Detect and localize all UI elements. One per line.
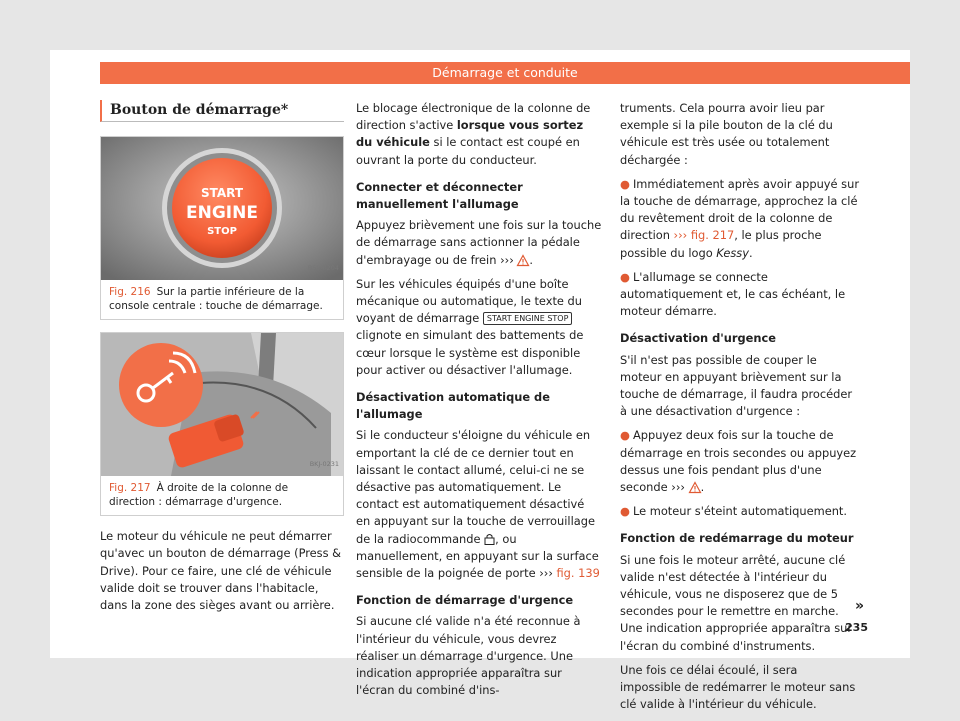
- bullet-item: ● Immédiatement après avoir appuyé sur la touche de démarrage, approchez la clé du revêtement droit de la colonne de direction ››› fig. 217, le plus proche possible du logo Kessy.: [620, 176, 860, 260]
- steering-lock-paragraph: [356, 100, 602, 169]
- start-engine-stop-keycap: START ENGINE STOP: [483, 312, 573, 325]
- column-2: [356, 100, 602, 707]
- bullet-item: [620, 503, 860, 520]
- text-run: Appuyez brièvement une fois sur la touche de démarrage sans actionner la pédale d'embrayage ou de frein: [356, 218, 602, 267]
- column-1: [100, 100, 344, 621]
- manual-page: [50, 50, 910, 712]
- figure-label: Fig. 217: [109, 482, 151, 495]
- manual-ignition-paragraph: Appuyez brièvement une fois sur la touche de démarrage sans actionner la pédale d'embrayage ou de frein ››› .: [356, 218, 602, 267]
- reference-arrow: ›››: [500, 252, 514, 267]
- button-text-stop: STOP: [207, 226, 237, 238]
- padlock-icon: [484, 533, 495, 545]
- start-button-image: [101, 137, 343, 280]
- text-run: Le moteur s'éteint automatiquement.: [632, 504, 848, 519]
- kessy-logo-text: Kessy: [716, 245, 749, 260]
- bullet-item: [620, 269, 860, 321]
- bullet-icon: ●: [620, 176, 630, 191]
- chapter-header: Démarrage et conduite: [100, 62, 910, 84]
- figure-caption-text: Sur la partie inférieure de la console centrale : touche de démarrage.: [109, 286, 323, 313]
- text-run: Appuyez deux fois sur la touche de démarrage en trois secondes ou appuyez dessus une fois pendant plus d'une seconde: [620, 428, 857, 495]
- continued-mark: »: [854, 598, 864, 614]
- battery-paragraph: truments. Cela pourra avoir lieu par exemple si la pile bouton de la clé du véhicule est très usée ou totalement déchargée :: [620, 101, 833, 167]
- text-run-bold: lorsque vous sortez du véhicule: [356, 118, 584, 150]
- fig-217-link[interactable]: fig. 217: [690, 228, 735, 243]
- figure-216: [100, 136, 344, 320]
- bullet-icon: ●: [620, 269, 630, 284]
- figure-caption-text: À droite de la colonne de direction : démarrage d'urgence.: [109, 482, 289, 509]
- figure-code: BKJ-0231: [309, 460, 339, 468]
- start-engine-button-icon: [101, 137, 343, 280]
- emergency-stop-paragraph: S'il n'est pas possible de couper le moteur en appuyant brièvement sur la touche de démarrage, il faudra procéder à une désactivation d'urgence :: [620, 352, 853, 419]
- text-run: Immédiatement après avoir appuyé sur la touche de démarrage, approchez la clé du revêtement droit de la colonne de direction: [620, 176, 860, 243]
- text-run: clignote en simulant des battements de cœur lorsque le système est disponible pour activer ou désactiver l'allumage.: [356, 328, 584, 377]
- text-run: , ou manuellement, en appuyant sur la surface sensible de la poignée de porte: [356, 531, 599, 581]
- figure-217: [100, 332, 344, 516]
- start-light-paragraph: [356, 276, 602, 379]
- page-number: 235: [845, 621, 868, 634]
- steering-column-key-icon: [101, 333, 343, 476]
- warning-triangle-icon[interactable]: [517, 255, 529, 266]
- text-run: Sur les véhicules équipés d'une boîte mécanique ou automatique, le texte du voyant de démarrage: [356, 276, 583, 326]
- warning-triangle-icon[interactable]: [689, 482, 701, 493]
- button-text-start: START: [200, 186, 244, 201]
- intro-paragraph: Le moteur du véhicule ne peut démarrer qu'avec un bouton de démarrage (Press & Drive). Pour ce faire, une clé de véhicule valide doit se trouver dans l'habitacle, dans la zone des sièges avant ou arrière.: [100, 529, 342, 613]
- button-text-engine: ENGINE: [186, 203, 258, 224]
- emergency-start-image: [101, 333, 343, 476]
- subheading-restart: Fonction de redémarrage du moteur: [620, 531, 854, 546]
- text-run: si le contact est coupé en ouvrant la porte du conducteur.: [356, 135, 580, 167]
- bullet-icon: ●: [620, 504, 630, 519]
- restart-timeout-paragraph: Une fois ce délai écoulé, il sera impossible de redémarrer le moteur sans clé valide à l'intérieur du véhicule.: [620, 662, 856, 712]
- figure-caption: [101, 280, 343, 319]
- column-3: [620, 100, 860, 721]
- reference-arrow: ›››: [673, 228, 688, 243]
- bullet-item: ● Appuyez deux fois sur la touche de démarrage en trois secondes ou appuyez dessus une fois pendant plus d'une seconde ››› .: [620, 428, 857, 495]
- figure-code: B5F-0204: [307, 264, 339, 272]
- section-title: Bouton de démarrage*: [100, 100, 344, 122]
- reference-arrow: ›››: [539, 566, 553, 581]
- figure-label: Fig. 216: [109, 286, 151, 299]
- emergency-start-paragraph: Si aucune clé valide n'a été reconnue à l'intérieur du véhicule, vous devrez réaliser un démarrage d'urgence. Une indication appropriée apparaîtra sur l'écran du combiné d'ins-: [356, 614, 581, 698]
- text-run: , le plus proche possible du logo: [620, 228, 822, 260]
- subheading-emergency-stop: Désactivation d'urgence: [620, 331, 776, 346]
- restart-paragraph: Si une fois le moteur arrêté, aucune clé valide n'est détectée à l'intérieur du véhicule, vous ne disposerez que de 5 secondes pour le remettre en marche. Une indication appropriée apparaîtra sur l'écran du combiné d'instruments.: [620, 552, 853, 653]
- subheading-manual-ignition: Connecter et déconnecter manuellement l'allumage: [356, 179, 523, 212]
- figure-caption: [101, 476, 343, 515]
- bullet-icon: ●: [620, 428, 630, 443]
- reference-arrow: ›››: [671, 480, 685, 495]
- text-run: Si le conducteur s'éloigne du véhicule en emportant la clé de ce dernier tout en laissant le contact allumé, celui-ci ne se désactive pas automatiquement. Le contact est automatiquement désactivé en appuyant sur la touche de verrouillage de la radiocommande: [356, 428, 595, 546]
- text-run: Le blocage électronique de la colonne de direction s'active: [356, 101, 591, 133]
- fig-139-link[interactable]: fig. 139: [556, 566, 600, 581]
- subheading-auto-deactivation: Désactivation automatique de l'allumage: [356, 390, 550, 422]
- subheading-emergency-start: Fonction de démarrage d'urgence: [356, 593, 574, 608]
- auto-deactivation-paragraph: [356, 427, 602, 582]
- text-run: L'allumage se connecte automatiquement et, le cas échéant, le moteur démarre.: [620, 269, 846, 319]
